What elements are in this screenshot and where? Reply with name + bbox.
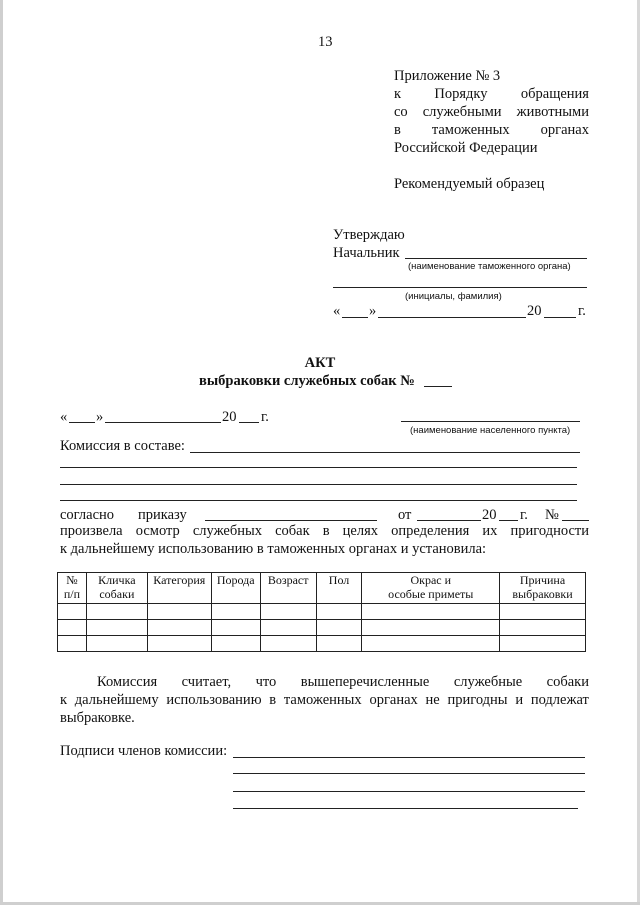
order-word-2: приказу xyxy=(138,507,187,523)
signature-line-2 xyxy=(233,773,585,774)
act-quote-close: » xyxy=(96,409,104,425)
signature-line-1 xyxy=(233,757,585,758)
table-row xyxy=(58,620,586,636)
approval-year-suffix: г. xyxy=(578,303,586,319)
act-quote-open: « xyxy=(60,409,68,425)
approval-year-prefix: 20 xyxy=(527,303,542,319)
act-subtitle: выбраковки служебных собак № xyxy=(199,373,415,389)
header-cell-reason: Причина выбраковки xyxy=(500,573,586,604)
place-caption: (наименование населенного пункта) xyxy=(410,425,571,436)
place-line xyxy=(401,421,580,422)
body-line-1: произвела осмотр служебных собак в целях определения их пригодности xyxy=(60,523,589,539)
appendix-line-4: в таможенных органах xyxy=(394,122,589,138)
approval-year-line xyxy=(544,317,576,318)
signatures-label: Подписи членов комиссии: xyxy=(60,743,228,759)
order-number-sign: № xyxy=(545,507,559,523)
appendix-line-5: Российской Федерации xyxy=(394,140,538,156)
act-year-prefix: 20 xyxy=(222,409,237,425)
approval-day-line xyxy=(342,317,368,318)
approval-month-line xyxy=(378,317,526,318)
scan-edge-left xyxy=(0,0,3,905)
header-cell-age: Возраст xyxy=(260,573,316,604)
commission-line-2 xyxy=(60,467,577,468)
approval-quote-open: « xyxy=(333,303,341,319)
order-name-line xyxy=(205,520,377,521)
act-year-suffix: г. xyxy=(261,409,269,425)
approver-name-line xyxy=(333,287,587,288)
act-day-line xyxy=(69,422,95,423)
approver-name-caption: (инициалы, фамилия) xyxy=(405,291,502,302)
table-header-row xyxy=(58,573,586,604)
appendix-title: Приложение № 3 xyxy=(394,68,501,84)
signature-line-3 xyxy=(233,791,585,792)
act-month-line xyxy=(105,422,221,423)
commission-line-3 xyxy=(60,484,577,485)
header-cell-category: Категория xyxy=(147,573,211,604)
act-title: АКТ xyxy=(304,355,336,371)
header-cell-number: № п/п xyxy=(58,573,87,604)
conclusion-line-2: к дальнейшему использованию в таможенных органах не пригодны и подлежат xyxy=(60,692,589,708)
header-cell-breed: Порода xyxy=(211,573,260,604)
order-number-line xyxy=(562,520,589,521)
org-name-line xyxy=(405,258,587,259)
conclusion-line-3: выбраковке. xyxy=(60,710,135,726)
appendix-line-3: со служебными животными xyxy=(394,104,589,120)
act-year-line xyxy=(239,422,259,423)
order-from: от xyxy=(398,507,412,523)
order-year-line xyxy=(499,520,518,521)
table-row xyxy=(58,636,586,652)
order-year-prefix: 20 xyxy=(482,507,497,523)
order-year-suffix: г. xyxy=(520,507,528,523)
header-cell-color: Окрас и особые приметы xyxy=(362,573,500,604)
signature-line-4 xyxy=(233,808,578,809)
recommended-sample: Рекомендуемый образец xyxy=(394,176,545,192)
commission-line-1 xyxy=(190,452,580,453)
approval-quote-close: » xyxy=(369,303,377,319)
org-name-caption: (наименование таможенного органа) xyxy=(408,261,571,272)
header-cell-sex: Пол xyxy=(316,573,362,604)
chief-label: Начальник xyxy=(333,245,400,261)
order-date-line xyxy=(417,520,481,521)
order-word-1: согласно xyxy=(60,507,115,523)
header-cell-name: Кличка собаки xyxy=(86,573,147,604)
approve-label: Утверждаю xyxy=(333,227,405,243)
table-row xyxy=(58,604,586,620)
dogs-table xyxy=(57,572,586,652)
conclusion-line-1: Комиссия считает, что вышеперечисленные служебные собаки xyxy=(97,674,589,690)
appendix-line-2: к Порядку обращения xyxy=(394,86,589,102)
commission-line-4 xyxy=(60,500,577,501)
body-line-2: к дальнейшему использованию в таможенных органах и установила: xyxy=(60,541,487,557)
page-number: 13 xyxy=(318,34,333,50)
commission-label: Комиссия в составе: xyxy=(60,438,185,454)
act-number-line xyxy=(424,386,452,387)
